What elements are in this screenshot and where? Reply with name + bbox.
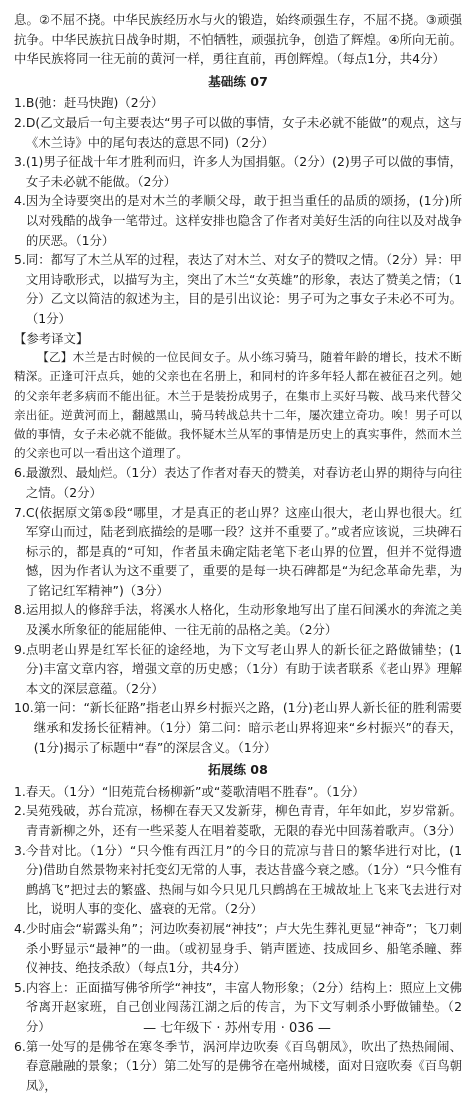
item-number: 4. (14, 920, 26, 936)
item-number: 5. (14, 979, 26, 995)
item-text: 因为全诗要突出的是对木兰的孝顺父母，敢于担当重任的品质的颂扬，(1分)所以对残酷的战争一笔带过。这样安排也隐含了作者对美好生活的向往以及对战争的厌恶。（1分） (25, 193, 462, 248)
item-number: 2. (14, 803, 26, 819)
item-text: 春天。（1分）“旧苑荒台杨柳新”或“菱歌清唱不胜春”。（1分） (25, 783, 365, 799)
item-text: 同：都写了木兰从军的过程，表达了对木兰、对女子的赞叹之情。（2分）异：甲文用诗歌形式，以描写为主，突出了木兰“女英雄”的形象，表达了赞美之情；（1分）乙文以简洁的叙述为主，目的是引出议论：男子可为之事女子未必不可为。（1分） (25, 252, 462, 326)
answer-item (14, 250, 462, 328)
item-text: 少时庙会“崭露头角”；河边吹奏初展“神技”；卢大先生葬礼更显“神奇”；飞刀刺杀小野显示“最神”的一曲。（或初显身手、销声匿迹、技成回乡、船笔杀瞳、葬仪神技、绝技杀敌）（每点1分，共4分） (25, 920, 462, 976)
answer-item (14, 801, 462, 840)
item-number: 2. (14, 114, 26, 130)
answer-item (14, 463, 462, 502)
item-text: B(弛：赶马快跑)（2分） (25, 95, 164, 111)
item-text: 最激烈、最灿烂。（1分）表达了作者对春天的赞美，对春访老山界的期待与向往之情。（2分） (25, 465, 462, 500)
item-number: 1. (14, 783, 26, 799)
section2-items (14, 782, 462, 1095)
answer-item (14, 191, 462, 250)
reference-translation-label: 【参考译文】 (14, 330, 89, 346)
item-number: 5. (14, 252, 26, 268)
item-number: 6. (14, 1038, 26, 1054)
item-number: 4. (14, 193, 26, 209)
section-title-basic-07: 基础练 07 (208, 73, 268, 89)
answer-item (14, 1037, 462, 1095)
item-text: 内容上：正面描写佛爷所学“神技”，丰富人物形象；（2分）结构上：照应上文佛爷离开赵家班，自己创业闯荡江湖之后的传言，为下文写刺杀小野做铺垫。（2分） (25, 979, 462, 1034)
section1-items (14, 93, 462, 328)
item-number: 10. (14, 700, 34, 716)
item-number: 7. (14, 504, 26, 520)
answer-item (14, 152, 462, 191)
item-text: C(依据原文第⑤段“哪里，才是真正的老山界？这座山很大，老山界也很大。红军穿山而过，陆老到底描绘的是哪一段？这并不重要了。”或者应该说，三块碑石标示的，都是真的“可知，作者虽未确定陆老笔下老山界的位置，但并不觉得遗憾，因为作者认为这不重要了，重要的是每一块石碑都是“为纪念革命先辈，为了铭记红军精神”)（3分） (25, 504, 462, 598)
item-text: 点明老山界是红军长征的途经地，为下文写老山界人的新长征之路做铺垫；(1分)丰富文章内容，增强文章的历史感；（1分）有助于读者联系《老山界》理解本文的深层意蕴。（2分） (25, 641, 462, 696)
answer-item (14, 93, 462, 113)
answer-item (14, 640, 462, 699)
item-number: 9. (14, 641, 26, 657)
section-title-extension-08: 拓展练 08 (208, 762, 268, 778)
item-text: 吴苑残破，苏台荒凉，杨柳在春天又发新芽，柳色青青，年年如此，岁岁常新。青青新柳之外，还有一些采菱人在唱着菱歌，无限的春光中回荡着歌声。（3分） (25, 803, 462, 838)
reference-translation-text: 【乙】木兰是古时候的一位民间女子。从小练习骑马，随着年龄的增长，技术不断精深。正逢可汗点兵，她的父亲也在名册上，和同村的许多年轻人都在被征召之列。她的父亲年老多病而不能出征。木兰于是装扮成男子，在集市上买好马鞍、战马来代替父亲出征。逆黄河而上，翻越黑山，骑马转战总共十二年，屡次建立奇功。唉！男子可以做的事情，女子未必就不能做。我怀疑木兰从军的事情是历史上的真实事件，然而木兰的父亲也可以一看出这个道理了。 (14, 350, 462, 461)
item-text: 第一问：“新长征路”指老山界乡村振兴之路，(1分)老山界人新长征的胜利需要继承和发扬长征精神。（1分）第二问：暗示老山界将迎来“乡村振兴”的春天，(1分)揭示了标题中“春”的深层含义。（1分） (33, 700, 462, 755)
item-text: D(乙文最后一句主要表达“男子可以做的事情，女子未必就不能做”的观点，这与《木兰诗》中的尾句表达的意思不同)（2分） (25, 114, 462, 150)
item-number: 8. (14, 602, 26, 618)
answer-item (14, 698, 462, 757)
item-text: 第一处写的是佛爷在寒冬季节，涡河岸边吹奏《百鸟朝凤》，吹出了热热闹闹、春意融融的景象；（1分）第二处写的是佛爷在亳州城楼，面对日寇吹奏《百鸟朝凤》， (25, 1038, 462, 1093)
item-number: 3. (14, 154, 26, 170)
answer-item (14, 600, 462, 639)
answer-item (14, 919, 462, 978)
item-text: 今昔对比。（1分）“只今惟有西江月”的今日的荒凉与昔日的繁华进行对比，(1分)借助自然景物来衬托变幻无常的人事，表达昔盛今衰之感。（1分）“只今惟有鹧鸪飞”把过去的繁盛、热闹与如今只见几只鹧鸪在王城故址上飞来飞去进行对比，说明人事的变化、盛衰的无常。（2分） (25, 842, 462, 917)
answer-item (14, 113, 462, 152)
item-number: 3. (14, 842, 26, 858)
answer-item (14, 503, 462, 601)
item-text: 运用拟人的修辞手法，将溪水人格化，生动形象地写出了崖石间溪水的奔流之美及溪水所象征的能屈能伸、一往无前的品格之美。（2分） (25, 602, 462, 638)
item-text: (1)男子征战十年才胜利而归，许多人为国捐躯。（2分）(2)男子可以做的事情，女子未必就不能做。（2分） (25, 154, 462, 189)
section1-items-continued (14, 463, 462, 757)
intro-paragraph: 息。②不屈不挠。中华民族经历水与火的锻造，始终顽强生存，不屈不挠。③顽强抗争。中华民族抗日战争时期，不怕牺牲，顽强抗争，创造了辉煌。④所向无前。中华民族将同一往无前的黄河一样，勇往直前，再创辉煌。（每点1分，共4分） (14, 12, 462, 67)
item-number: 1. (14, 95, 26, 111)
answer-item (14, 782, 462, 802)
page-footer: — 七年级下 · 苏州专用 · 036 — (143, 1021, 331, 1037)
item-number: 6. (14, 465, 26, 481)
answer-item (14, 841, 462, 919)
